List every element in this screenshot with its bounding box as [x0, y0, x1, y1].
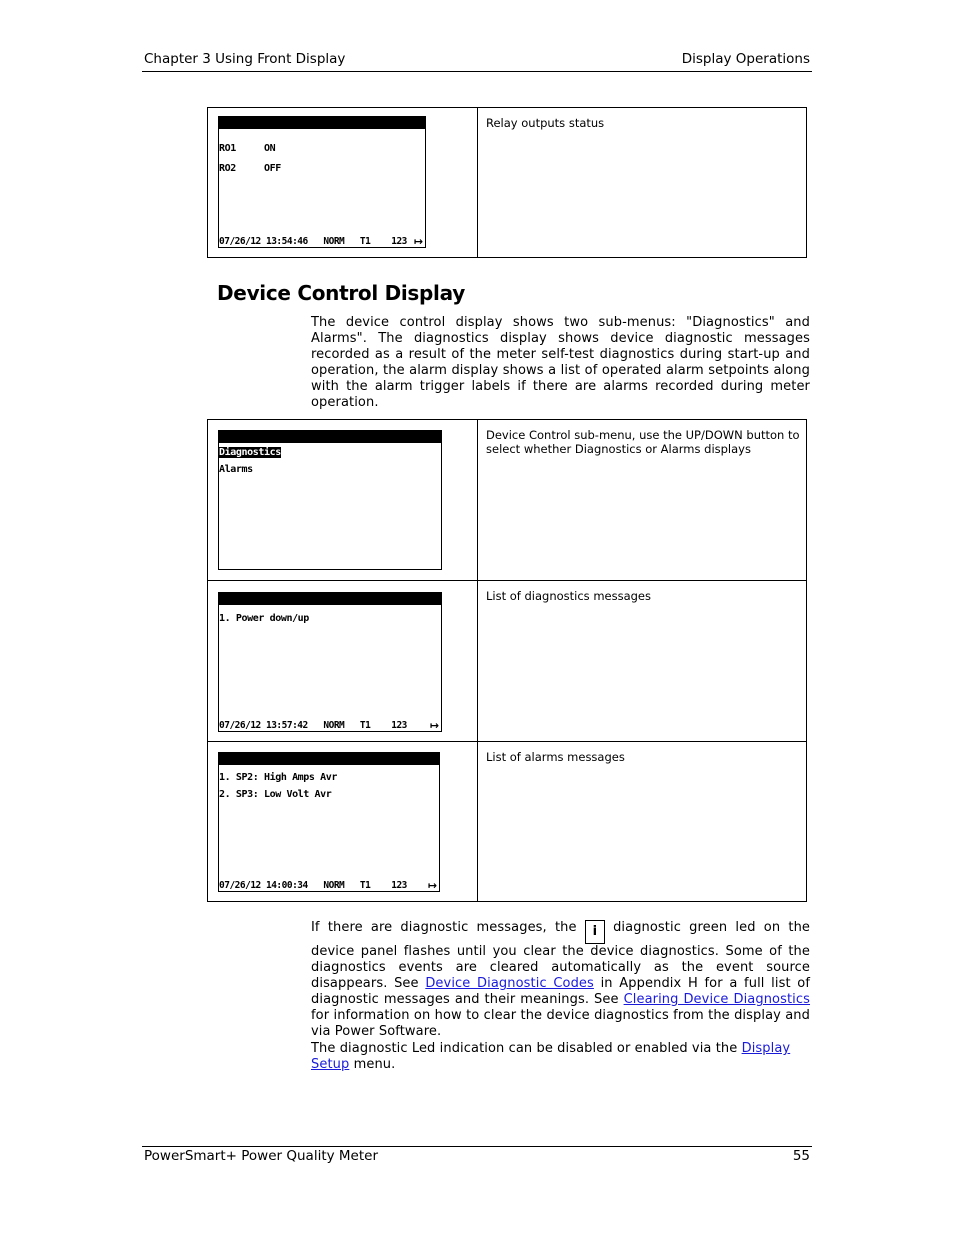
relay-lcd-screen [218, 116, 426, 248]
lcd-title-bar [219, 431, 441, 443]
footer-title: PowerSmart+ Power Quality Meter [144, 1148, 378, 1164]
p1-part-a: If there are diagnostic messages, the [311, 920, 577, 935]
arrow-right-icon: ↦ [427, 879, 437, 892]
diagnostics-description: List of diagnostics messages [486, 589, 652, 603]
lcd-title-bar [219, 753, 439, 765]
header-rule [142, 71, 812, 72]
menu-item-diagnostics[interactable] [219, 447, 281, 459]
arrow-right-icon: ↦ [413, 235, 423, 248]
alarms-lcd [218, 752, 440, 892]
info-icon: i [585, 920, 605, 944]
device-control-lcd [218, 430, 442, 570]
menu-item-alarms[interactable]: Alarms [219, 464, 253, 475]
p2-part-a: The diagnostic Led indication can be disabled or enabled via the [311, 1041, 738, 1056]
row-divider [208, 741, 806, 742]
p2-part-b: menu. [353, 1057, 396, 1072]
lcd-row-ro1: RO1 ON [219, 143, 276, 154]
device-control-description: Device Control sub-menu, use the UP/DOWN button to select whether Diagnostics or Alarms displays [486, 428, 800, 456]
relay-description: Relay outputs status [486, 116, 605, 130]
section-intro [311, 315, 810, 411]
device-control-table [207, 419, 807, 902]
link-clearing-device-diagnostics[interactable]: Clearing Device Diagnostics [623, 992, 811, 1007]
arrow-right-icon: ↦ [429, 719, 439, 732]
menu-item-label: Diagnostics [219, 447, 281, 458]
diagnostics-lcd [218, 592, 442, 732]
p1-part-b: diagnostic green led on the device panel flashes until you clear the device diagnostics. Some of the diagnostics events are cleared automatically as the event source disappears. See [311, 920, 811, 991]
lcd-status-line: 07/26/12 13:54:46 NORM T1 123 [219, 236, 407, 247]
page-number: 55 [792, 1148, 810, 1164]
footer-rule [142, 1146, 812, 1147]
header-section: Display Operations [681, 51, 810, 67]
lcd-row-ro2: RO2 OFF [219, 163, 281, 174]
intro-text: The device control display shows two sub-menus: "Diagnostics" and Alarms". The diagnostics display shows device diagnostic messages recorded as a result of the meter self-test diagnostics during start-up and operation, the alarm display shows a list of operated alarm setpoints along with the alarm trigger labels if there are alarms recorded during meter operation. [311, 315, 810, 410]
table-divider [477, 108, 478, 257]
link-display-setup[interactable]: Display Setup [311, 1041, 791, 1072]
alarms-description: List of alarms messages [486, 750, 625, 764]
section-title: Device Control Display [217, 281, 465, 305]
alarm-message: 1. SP2: High Amps Avr [219, 772, 338, 783]
p1-part-c: in Appendix H for a full list of diagnostic messages and their meanings. See [311, 976, 811, 1007]
lcd-status-line: 07/26/12 14:00:34 NORM T1 123 [219, 880, 407, 891]
p1-part-d: for information on how to clear the device diagnostics from the display and via Power Software. [311, 1008, 810, 1039]
relay-output-table [207, 107, 807, 258]
table-divider [477, 420, 478, 901]
header-chapter: Chapter 3 Using Front Display [144, 51, 346, 67]
link-device-diagnostic-codes[interactable]: Device Diagnostic Codes [425, 976, 594, 991]
alarm-message: 2. SP3: Low Volt Avr [219, 789, 332, 800]
diagnostics-paragraph [311, 920, 810, 1040]
led-paragraph [311, 1041, 801, 1073]
row-divider [208, 580, 806, 581]
lcd-title-bar [219, 117, 425, 129]
lcd-title-bar [219, 593, 441, 605]
lcd-status-line: 07/26/12 13:57:42 NORM T1 123 [219, 720, 407, 731]
diagnostic-message: 1. Power down/up [219, 613, 309, 624]
